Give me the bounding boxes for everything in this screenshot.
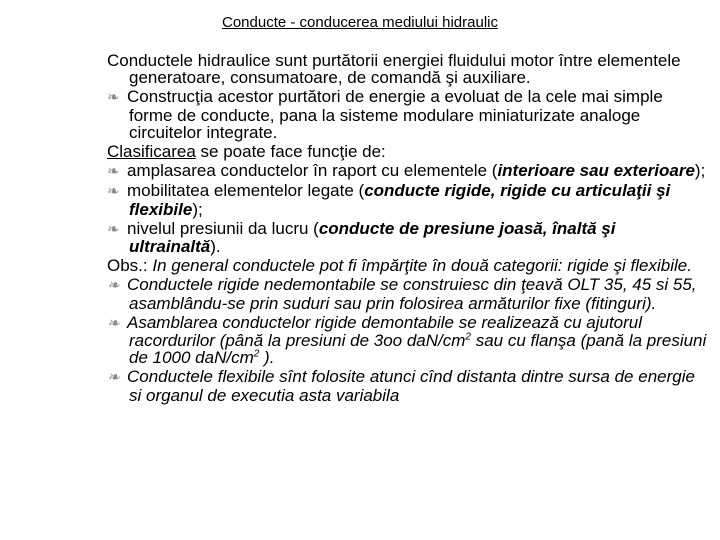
curved-bullet-icon: ❧: [107, 183, 120, 201]
curved-bullet-icon: ❧: [107, 369, 120, 387]
curved-bullet-icon: ❧: [107, 314, 120, 332]
curved-bullet-icon: ❧: [107, 220, 120, 238]
bullet-mobility: ❧ mobilitatea elementelor legate (conducte rigide, rigide cu articulaţii şi flexibile);: [107, 181, 671, 219]
curved-bullet-icon: ❧: [107, 277, 120, 295]
bullet-pressure: ❧ nivelul presiunii da lucru (conducte de presiune joasă, înaltă şi ultrainaltă).: [107, 218, 616, 257]
curved-bullet-icon: ❧: [107, 89, 120, 107]
bullet-rigid-fixed: ❧ Conductele rigide nedemontabile se construiesc din ţeavă OLT 35, 45 si 55, asamblându-se prin suduri sau prin folosirea armăturilor fixe (fitinguri).: [107, 275, 697, 313]
bullet-rigid-removable: ❧ Asamblarea conductelor rigide demontabile se realizează cu ajutorul racordurilor (până la presiuni de 3oo daN/$cm^2$ sau cu flanşa (pană la presiuni de 1000 daN/$cm^2$ ).: [107, 312, 707, 368]
paragraph-observation: Obs.: In general conductele pot fi împărţite în două categorii: rigide şi flexibile.: [107, 256, 692, 276]
curved-bullet-icon: ❧: [107, 163, 120, 181]
slide-title: Conducte - conducerea mediului hidraulic: [222, 14, 498, 31]
slide-body: [107, 52, 707, 406]
bullet-placement: ❧ amplasarea conductelor în raport cu elementele (interioare sau exterioare);: [107, 161, 706, 181]
paragraph-definition: Conductele hidraulice sunt purtătorii energiei fluidului motor între elementele generatoare, consumatoare, de comandă şi auxiliare.: [107, 51, 681, 88]
bullet-construction: ❧ Construcţia acestor purtători de energie a evoluat de la cele mai simple forme de conducte, pana la sisteme modulare miniaturizate analoge circuitelor integrate.: [107, 87, 663, 142]
bullet-flexible: ❧ Conductele flexibile sînt folosite atunci cînd distanta dintre sursa de energie si organul de executia asta variabila: [107, 367, 695, 405]
paragraph-classification: Clasificarea se poate face funcţie de:: [107, 142, 386, 162]
